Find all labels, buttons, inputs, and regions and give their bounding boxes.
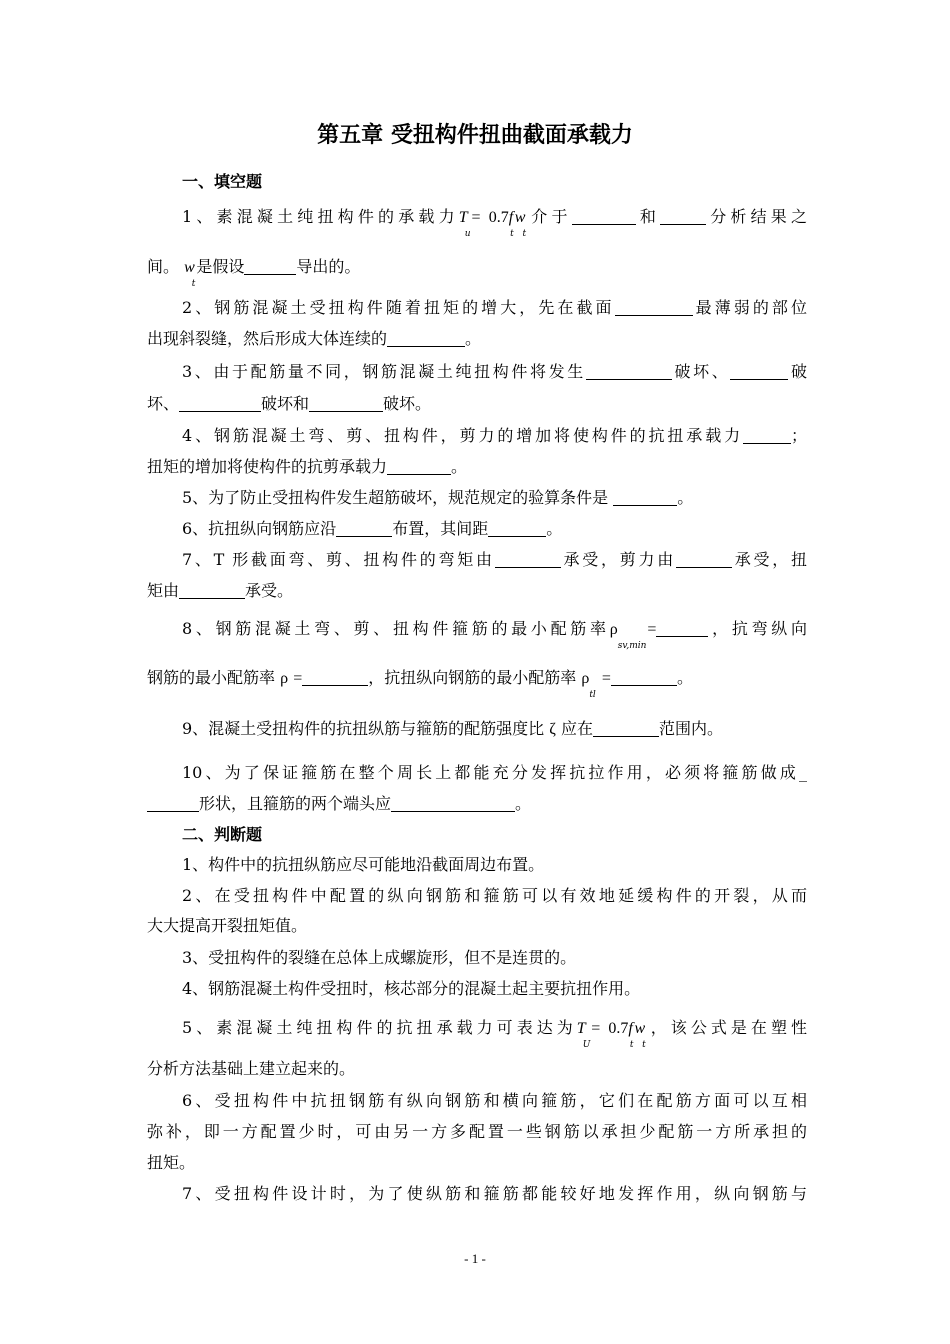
question-3-line-2: 坏、 破坏和 破坏。 [147, 394, 432, 413]
question-1-line-1: 1、素混凝土纯扭构件的承载力$T_u= 0.7f_tw_t$介于 和 分析结果之 [182, 207, 807, 239]
answer-blank[interactable] [613, 487, 677, 506]
question-8-line-1: 8、钢筋混凝土弯、剪、扭构件箍筋的最小配筋率$\rho_{sv,min}=$ ，抗弯纵向 [182, 619, 807, 651]
judgment-2-line-1: 2、在受扭构件中配置的纵向钢筋和箍筋可以有效地延缓构件的开裂，从而 [182, 886, 807, 905]
judgment-4: 4、钢筋混凝土构件受扭时，核芯部分的混凝土起主要抗扭作用。 [182, 979, 641, 998]
question-6: 6、抗扭纵向钢筋应沿 布置，其间距 。 [182, 519, 563, 538]
question-1-line-2: 间。 $w_t$是假设 导出的。 [147, 257, 361, 289]
section-heading-fill-blank: 一、填空题 [182, 172, 263, 191]
answer-blank[interactable] [660, 206, 706, 225]
answer-blank[interactable] [676, 549, 732, 568]
answer-blank[interactable] [302, 667, 368, 686]
question-4-line-1: 4、钢筋混凝土弯、剪、扭构件，剪力的增加将使构件的抗扭承载力 ； [182, 426, 807, 445]
judgment-1: 1、构件中的抗扭纵筋应尽可能地沿截面周边布置。 [182, 855, 545, 874]
judgment-5-line-2: 分析方法基础上建立起来的。 [147, 1059, 356, 1078]
judgment-2-line-2: 大大提高开裂扭矩值。 [147, 916, 308, 935]
answer-blank[interactable] [572, 206, 636, 225]
question-10-line-2: 形状，且箍筋的两个端头应 。 [147, 793, 807, 815]
answer-blank[interactable] [743, 425, 791, 444]
judgment-6-line-2: 弥补，即一方配置少时，可由另一方多配置一些钢筋以承担少配筋一方所承担的 [147, 1122, 807, 1141]
section-heading-true-false: 二、判断题 [182, 825, 263, 844]
answer-blank[interactable] [586, 361, 672, 380]
question-9: 9、混凝土受扭构件的抗扭纵筋与箍筋的配筋强度比 ζ 应在 范围内。 [182, 719, 724, 738]
question-2-line-1: 2、钢筋混凝土受扭构件随着扭矩的增大，先在截面 最薄弱的部位 [182, 298, 807, 317]
answer-blank[interactable] [387, 456, 451, 475]
answer-blank[interactable] [179, 393, 261, 412]
answer-blank[interactable] [391, 793, 515, 812]
answer-blank[interactable] [309, 393, 383, 412]
chapter-title: 第五章 受扭构件扭曲截面承载力 [317, 123, 633, 148]
answer-blank[interactable] [615, 297, 693, 316]
answer-blank[interactable] [244, 256, 296, 275]
answer-blank[interactable] [147, 793, 199, 812]
question-3-line-1: 3、由于配筋量不同，钢筋混凝土纯扭构件将发生 破坏、 破 [182, 362, 807, 381]
judgment-5-line-1: 5、素混凝土纯扭构件的抗扭承载力可表达为$T_U= 0.7f_tw_t$，该公式是在塑性 [182, 1018, 807, 1050]
judgment-7-line-1: 7、受扭构件设计时，为了使纵筋和箍筋都能较好地发挥作用，纵向钢筋与 [182, 1184, 807, 1203]
judgment-6-line-1: 6、受扭构件中抗扭钢筋有纵向钢筋和横向箍筋，它们在配筋方面可以互相 [182, 1091, 807, 1110]
question-5: 5、为了防止受扭构件发生超筋破坏，规范规定的验算条件是 。 [182, 488, 694, 507]
answer-blank[interactable] [495, 549, 561, 568]
question-2-line-2: 出现斜裂缝，然后形成大体连续的 。 [147, 329, 482, 348]
answer-blank[interactable] [656, 618, 708, 637]
question-8-line-2: 钢筋的最小配筋率 ρ = ，抗扭纵向钢筋的最小配筋率 $\rho_{tl}$ = 。 [147, 668, 693, 700]
question-7-line-2: 矩由 承受。 [147, 581, 294, 600]
question-10-line-1: 10、为了保证箍筋在整个周长上都能充分发挥抗拉作用，必须将箍筋做成_ [182, 763, 807, 782]
question-4-line-2: 扭矩的增加将使构件的抗剪承载力 。 [147, 457, 468, 476]
page-number: - 1 - [464, 1251, 486, 1266]
answer-blank[interactable] [730, 361, 788, 380]
answer-blank[interactable] [611, 667, 677, 686]
answer-blank[interactable] [387, 328, 465, 347]
judgment-6-line-3: 扭矩。 [147, 1153, 196, 1172]
answer-blank[interactable] [336, 518, 392, 537]
answer-blank[interactable] [488, 518, 546, 537]
judgment-3: 3、受扭构件的裂缝在总体上成螺旋形，但不是连贯的。 [182, 948, 577, 967]
answer-blank[interactable] [593, 718, 659, 737]
question-7-line-1: 7、T 形截面弯、剪、扭构件的弯矩由 承受，剪力由 承受，扭 [182, 550, 807, 569]
answer-blank[interactable] [179, 580, 245, 599]
